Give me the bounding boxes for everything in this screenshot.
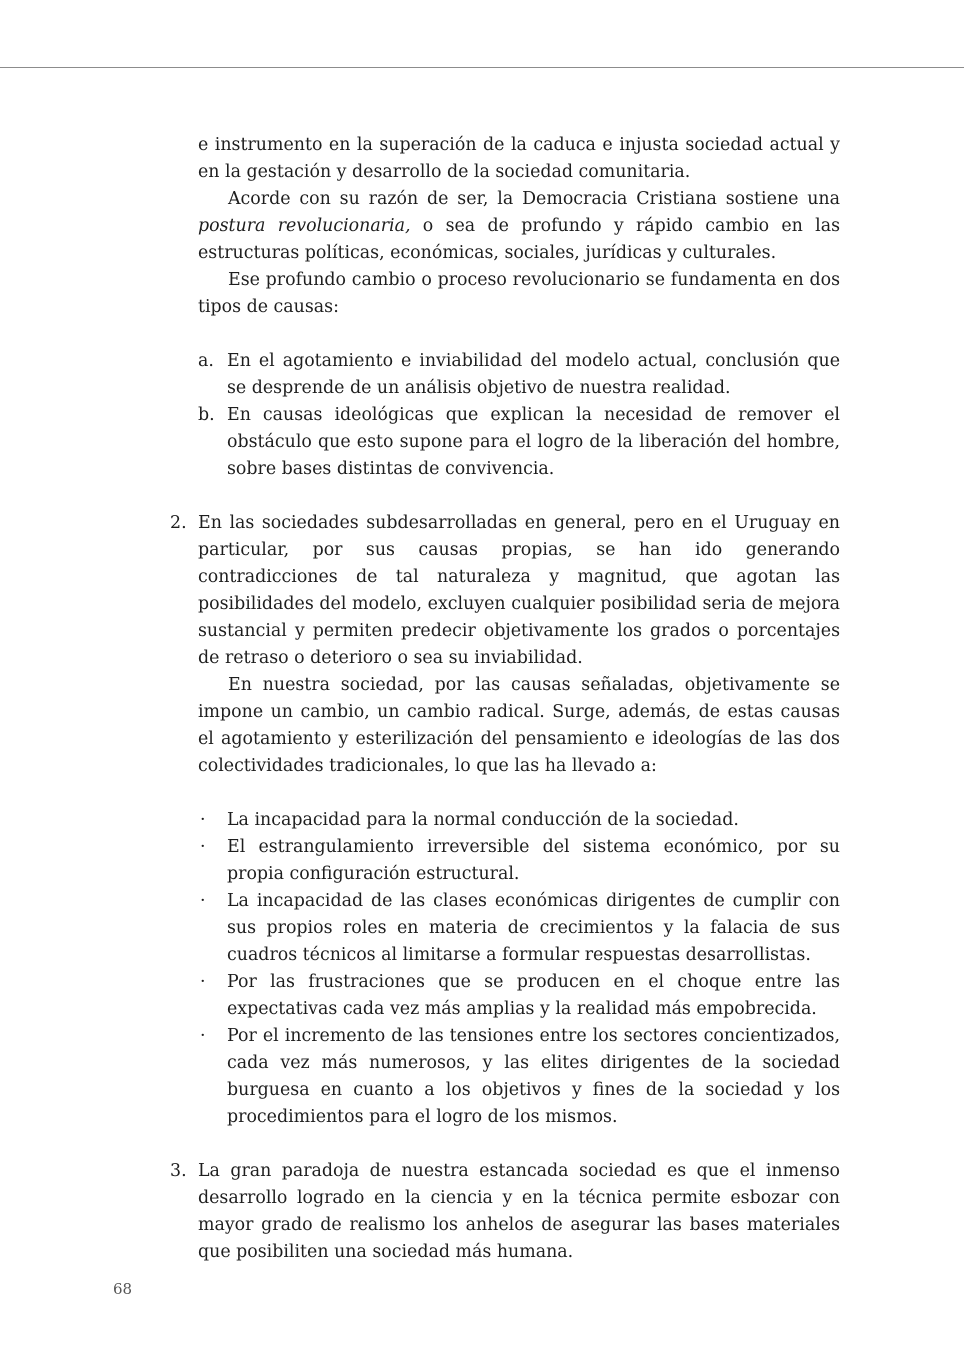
list-item-a <box>170 348 840 402</box>
bullet-text: La incapacidad para la normal conducción de la sociedad. <box>227 810 739 830</box>
numbered-section-3 <box>170 1158 840 1266</box>
spacer <box>170 780 840 807</box>
bullet-item <box>170 834 840 888</box>
bullet-marker: · <box>200 972 206 992</box>
paragraph-3: Ese profundo cambio o proceso revolucionario se fundamenta en dos tipos de causas: <box>198 270 840 317</box>
bullet-marker: · <box>200 810 206 830</box>
bullet-text: La incapacidad de las clases económicas dirigentes de cumplir con sus propios roles en materia de crecimientos y la falacia de sus cuadros técnicos al limitarse a formular respuestas desarrollistas. <box>227 891 840 965</box>
page-number: 68 <box>113 1280 133 1298</box>
section-number: 2. <box>170 513 187 533</box>
bullet-text: El estrangulamiento irreversible del sistema económico, por su propia configuración estructural. <box>227 837 840 884</box>
bullet-marker: · <box>200 837 206 857</box>
bullet-text: Por las frustraciones que se producen en el choque entre las expectativas cada vez más amplias y la realidad más empobrecida. <box>227 972 840 1019</box>
list-marker: a. <box>198 351 214 371</box>
section-2-followup: En nuestra sociedad, por las causas señaladas, objetivamente se impone un cambio, un cambio radical. Surge, además, de estas causas el agotamiento y esterilización del pensamiento e ideologías de las dos colectividades tradicionales, lo que las ha llevado a: <box>198 675 840 776</box>
paragraph-2 <box>198 186 840 267</box>
bullet-item <box>170 888 840 969</box>
section-3-text: La gran paradoja de nuestra estancada sociedad es que el inmenso desarrollo logrado en la ciencia y en la técnica permite esbozar con mayor grado de realismo los anhelos de asegurar las bases materiales que posibiliten una sociedad más humana. <box>198 1161 840 1262</box>
spacer <box>170 1131 840 1158</box>
list-item-b <box>170 402 840 483</box>
paragraph-2-emphasis: postura revolucionaria, <box>198 216 411 236</box>
bullet-marker: · <box>200 891 206 911</box>
bullet-item <box>170 969 840 1023</box>
section-number: 3. <box>170 1161 187 1181</box>
numbered-section-2 <box>170 510 840 780</box>
section-2-text: En las sociedades subdesarrolladas en general, pero en el Uruguay en particular, por sus causas propias, se han ido generando contradicciones de tal naturaleza y magnitud, que agotan las posibilidades del modelo, excluyen cualquier posibilidad seria de mejora sustancial y permiten predecir objetivamente los grados o porcentajes de retraso o deterioro o sea su inviabilidad. <box>198 513 840 668</box>
bullet-marker: · <box>200 1026 206 1046</box>
spacer <box>170 321 840 348</box>
paragraph-1: e instrumento en la superación de la caduca e injusta sociedad actual y en la gestación y desarrollo de la sociedad comunitaria. <box>198 135 840 182</box>
paragraph-2-end: o sea de profundo y rápido cambio en las estructuras políticas, económicas, sociales, jurídicas y culturales. <box>198 216 840 263</box>
bullet-item <box>170 1023 840 1131</box>
bullet-text: Por el incremento de las tensiones entre los sectores concientizados, cada vez más numerosos, y las elites dirigentes de la sociedad burguesa en cuanto a los objetivos y fines de la sociedad y los procedimientos para el logro de los mismos. <box>227 1026 840 1127</box>
bullet-item <box>170 807 840 834</box>
list-item-text: En el agotamiento e inviabilidad del modelo actual, conclusión que se desprende de un análisis objetivo de nuestra realidad. <box>227 351 840 398</box>
header-rule <box>0 67 964 68</box>
list-marker: b. <box>198 405 215 425</box>
list-item-text: En causas ideológicas que explican la necesidad de remover el obstáculo que esto supone para el logro de la liberación del hombre, sobre bases distintas de convivencia. <box>227 405 840 479</box>
paragraph-2-start: Acorde con su razón de ser, la Democracia Cristiana sostiene una <box>228 189 840 209</box>
spacer <box>170 483 840 510</box>
page-body <box>170 132 840 1266</box>
